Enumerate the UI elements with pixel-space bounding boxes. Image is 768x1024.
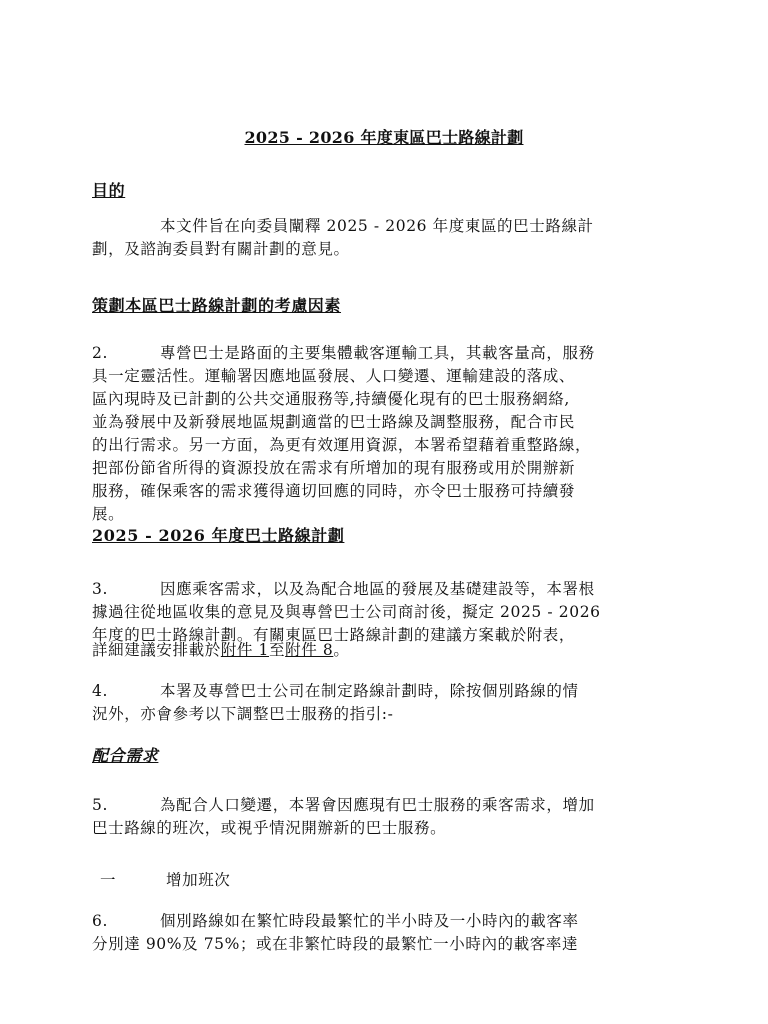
paragraph-number: 2. [92,344,108,362]
paragraph-3-line-2: 據過往從地區收集的意見及與專營巴士公司商討後，擬定 2025 - 2026 [92,603,601,621]
paragraph-4-line-1 [92,679,579,701]
paragraph-number: 4. [92,682,108,700]
purpose-heading: 目的 [92,181,126,200]
paragraph-2-line-4: 並為發展中及新發展地區規劃適當的巴士路線及調整服務，配合市民 [92,413,576,431]
bullet-increase-frequency [100,868,230,890]
paragraph-2-line-7: 服務，確保乘客的需求獲得適切回應的同時，亦令巴士服務可持續發 [92,482,576,500]
paragraph-5-line-2: 巴士路線的班次，或視乎情況開辦新的巴士服務。 [92,819,447,837]
paragraph-3-line-1 [92,577,595,599]
paragraph-text: 詳細建議安排載於 [92,641,221,659]
paragraph-2-line-3: 區內現時及已計劃的公共交通服務等,持續優化現有的巴士服務網絡, [92,390,570,408]
paragraph-text: 。 [333,641,350,659]
paragraph-number: 3. [92,580,108,598]
paragraph-text: 個別路線如在繁忙時段最繁忙的半小時及一小時內的載客率 [160,912,579,930]
bullet-text: 增加班次 [166,871,231,889]
purpose-line-2: 劃，及諮詢委員對有關計劃的意見。 [92,240,350,258]
paragraph-2-line-1 [92,341,595,363]
paragraph-3-line-4 [92,638,349,660]
paragraph-2-line-8: 展。 [92,505,125,523]
dash-marker: 一 [100,871,117,889]
paragraph-2-line-5: 的出行需求。另一方面，為更有效運用資源，本署希望藉着重整路線， [92,436,592,454]
paragraph-4-line-2: 況外，亦會參考以下調整巴士服務的指引:- [92,705,394,723]
paragraph-2-line-6: 把部份節省所得的資源投放在需求有所增加的現有服務或用於開辦新 [92,459,576,477]
paragraph-5-line-1 [92,793,595,815]
paragraph-6-line-1 [92,909,579,931]
paragraph-6-line-2: 分別達 90%及 75%；或在非繁忙時段的最繁忙一小時內的載客率達 [92,935,579,953]
considerations-heading: 策劃本區巴士路線計劃的考慮因素 [92,296,342,315]
paragraph-number: 5. [92,796,108,814]
paragraph-text: 本署及專營巴士公司在制定路線計劃時，除按個別路線的情 [160,682,579,700]
paragraph-text: 至 [269,641,286,659]
annex-1-link[interactable]: 附件 1 [220,641,270,659]
purpose-line-1: 本文件旨在向委員闡釋 2025 - 2026 年度東區的巴士路線計 [160,217,594,235]
paragraph-2-line-2: 具一定靈活性。運輸署因應地區發展、人口變遷、運輸建設的落成、 [92,367,576,385]
document-title: 2025 - 2026 年度東區巴士路線計劃 [244,128,524,147]
paragraph-number: 6. [92,912,108,930]
plan-heading: 2025 - 2026 年度巴士路線計劃 [92,526,345,545]
paragraph-text: 專營巴士是路面的主要集體載客運輸工具，其載客量高，服務 [160,344,595,362]
annex-8-link[interactable]: 附件 8 [285,641,334,659]
paragraph-text: 為配合人口變遷，本署會因應現有巴士服務的乘客需求，增加 [160,796,595,814]
demand-heading: 配合需求 [92,746,159,765]
paragraph-text: 因應乘客需求，以及為配合地區的發展及基礎建設等，本署根 [160,580,595,598]
paragraph-3-line-3: 年度的巴士路線計劃。有關東區巴士路線計劃的建議方案載於附表， [92,626,576,644]
